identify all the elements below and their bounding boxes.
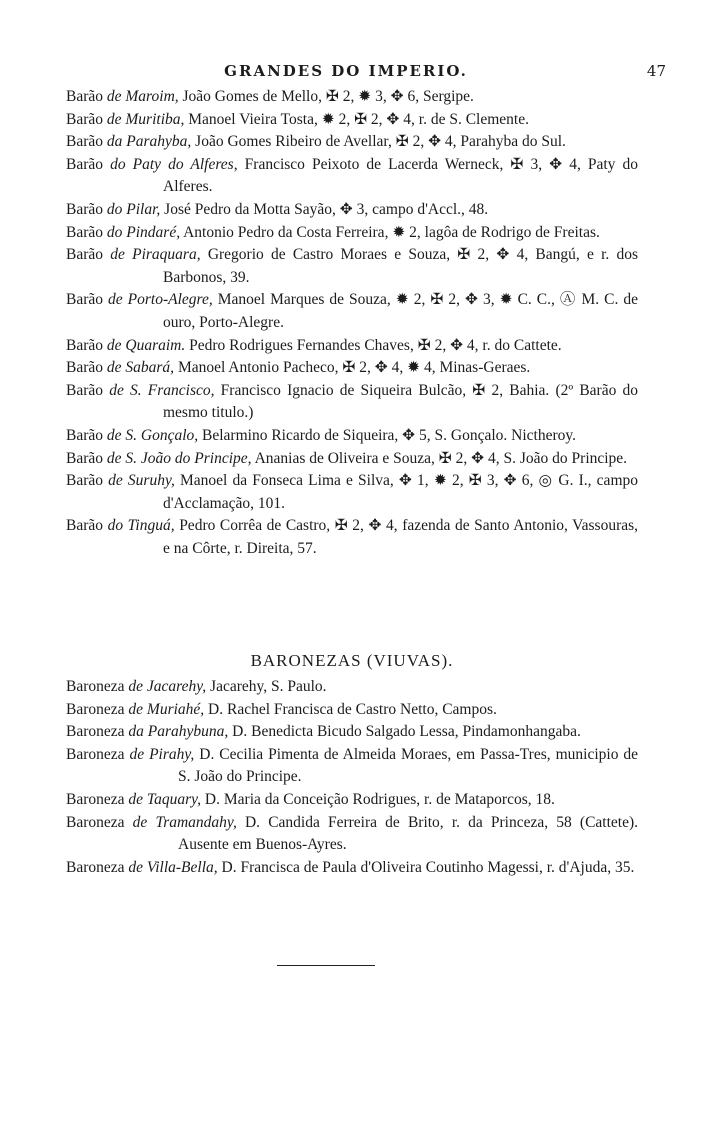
entry-text: João Gomes de Mello, ✠ 2, ✹ 3, ✥ 6, Sergipe. bbox=[182, 88, 474, 105]
entry-rank: Baroneza bbox=[66, 723, 125, 741]
entry-title: da Parahyba, bbox=[106, 133, 192, 151]
entry-text: Jacarehy, S. Paulo. bbox=[210, 678, 327, 695]
entry-rank: Baroneza bbox=[66, 745, 125, 763]
entry-entry bbox=[66, 86, 638, 109]
entry-text: Pedro Corrêa de Castro, ✠ 2, ✥ 4, fazenda de Santo Antonio, Vassouras, e na Côrte, r. Direita, 57. bbox=[163, 517, 639, 557]
entry-text: Francisco Ignacio de Siqueira Bulcão, ✠ 2, Bahia. (2º Barão do mesmo titulo.) bbox=[163, 381, 639, 422]
entry-text: Manoel da Fonseca Lima e Silva, ✥ 1, ✹ 2, ✠ 3, ✥ 6, ◎ G. I., campo d'Acclamação, 101. bbox=[163, 472, 638, 512]
widow-entry bbox=[66, 857, 638, 880]
entry-rank: Barão bbox=[66, 88, 104, 105]
widow-entry bbox=[66, 699, 638, 722]
entry-entry bbox=[66, 222, 638, 245]
entry-title: de Muriahé, bbox=[128, 700, 205, 718]
entry-rank: Baroneza bbox=[66, 700, 125, 718]
page-header bbox=[66, 62, 666, 84]
entry-text: D. Maria da Conceição Rodrigues, r. de Mataporcos, 18. bbox=[204, 790, 555, 808]
widow-entry bbox=[66, 812, 638, 857]
entry-title: de S. Gonçalo, bbox=[106, 426, 199, 444]
entry-rank: Barão bbox=[66, 381, 104, 399]
entry-text: Antonio Pedro da Costa Ferreira, ✹ 2, lagôa de Rodrigo de Freitas. bbox=[183, 223, 600, 241]
entry-title: de Taquary, bbox=[128, 790, 202, 808]
entry-entry bbox=[66, 289, 638, 334]
entry-text: D. Candida Ferreira de Brito, r. da Princeza, 58 (Cattete). Ausente em Buenos-Ayres. bbox=[178, 813, 639, 854]
entry-text: D. Benedicta Bicudo Salgado Lessa, Pindamonhangaba. bbox=[232, 723, 581, 741]
entry-entry bbox=[66, 109, 638, 132]
entry-rank: Barão bbox=[66, 133, 104, 151]
entry-title: do Pilar, bbox=[106, 200, 161, 218]
widow-entry bbox=[66, 789, 638, 812]
entry-entry bbox=[66, 448, 638, 471]
entry-title: de Tramandahy, bbox=[132, 813, 237, 831]
entry-text: João Gomes Ribeiro de Avellar, ✠ 2, ✥ 4, Parahyba do Sul. bbox=[195, 133, 566, 151]
entry-text: Manoel Vieira Tosta, ✹ 2, ✠ 2, ✥ 4, r. de S. Clemente. bbox=[188, 110, 529, 128]
entry-title: do Pindaré, bbox=[106, 223, 181, 241]
entry-text: Francisco Peixoto de Lacerda Werneck, ✠ 3, ✥ 4, Paty do Alferes. bbox=[163, 155, 638, 196]
entry-rank: Baroneza bbox=[66, 790, 125, 808]
baroness-list bbox=[66, 676, 638, 879]
entry-entry bbox=[66, 335, 638, 358]
entry-entry bbox=[66, 199, 638, 222]
entry-rank: Barão bbox=[66, 472, 104, 490]
entry-rank: Barão bbox=[66, 110, 104, 128]
entry-rank: Baroneza bbox=[66, 678, 125, 695]
entry-text: Pedro Rodrigues Fernandes Chaves, ✠ 2, ✥ 4, r. do Cattete. bbox=[189, 336, 562, 354]
entry-title: do Paty do Alferes, bbox=[110, 155, 238, 173]
entry-title: de Porto-Alegre, bbox=[108, 291, 213, 309]
entry-title: de Quaraim. bbox=[106, 336, 186, 354]
entry-title: de S. Francisco, bbox=[109, 381, 215, 399]
entry-title: de Jacarehy, bbox=[128, 678, 207, 695]
entry-text: Gregorio de Castro Moraes e Souza, ✠ 2, ✥ 4, Bangú, e r. dos Barbonos, 39. bbox=[163, 246, 639, 286]
entry-rank: Barão bbox=[66, 155, 104, 173]
entry-entry bbox=[66, 244, 638, 289]
entry-entry bbox=[66, 380, 638, 425]
entry-rank: Barão bbox=[66, 200, 104, 218]
entry-rank: Barão bbox=[66, 359, 104, 377]
section-title: BARONEZAS (VIUVAS). bbox=[250, 651, 454, 670]
entry-rank: Barão bbox=[66, 336, 104, 354]
entry-text: D. Cecilia Pimenta de Almeida Moraes, em Passa-Tres, municipio de S. João do Principe. bbox=[178, 745, 639, 786]
running-title: GRANDES DO IMPERIO. bbox=[224, 62, 468, 80]
page-number: 47 bbox=[646, 62, 666, 80]
entry-rank: Barão bbox=[66, 426, 104, 444]
entry-entry bbox=[66, 470, 638, 515]
entry-entry bbox=[66, 425, 638, 448]
entry-text: D. Francisca de Paula d'Oliveira Coutinho Magessi, r. d'Ajuda, 35. bbox=[221, 858, 635, 876]
entry-title: de S. João do Principe, bbox=[106, 449, 252, 467]
entry-title: do Tinguá, bbox=[107, 517, 175, 535]
entry-text: José Pedro da Motta Sayão, ✥ 3, campo d'Accl., 48. bbox=[164, 200, 489, 218]
entry-rank: Baroneza bbox=[66, 813, 125, 831]
entry-title: da Parahybuna, bbox=[128, 723, 229, 741]
entry-title: de Maroim, bbox=[106, 88, 179, 105]
baron-list bbox=[66, 86, 638, 560]
entry-entry bbox=[66, 154, 638, 199]
entry-rank: Barão bbox=[66, 246, 104, 264]
entry-text: D. Rachel Francisca de Castro Netto, Campos. bbox=[208, 700, 497, 718]
entry-rank: Barão bbox=[66, 223, 104, 241]
entry-title: de Sabará, bbox=[106, 359, 175, 377]
entry-rank: Barão bbox=[66, 449, 104, 467]
entry-entry bbox=[66, 131, 638, 154]
entry-text: Manoel Antonio Pacheco, ✠ 2, ✥ 4, ✹ 4, Minas-Geraes. bbox=[177, 359, 531, 377]
widow-entry bbox=[66, 744, 638, 789]
divider-rule bbox=[277, 965, 375, 966]
entry-title: de Suruhy, bbox=[108, 472, 175, 490]
entry-text: Belarmino Ricardo de Siqueira, ✥ 5, S. Gonçalo. Nictheroy. bbox=[202, 426, 577, 444]
widow-entry bbox=[66, 676, 638, 699]
widow-entry bbox=[66, 721, 638, 744]
entry-rank: Barão bbox=[66, 517, 104, 535]
entry-entry bbox=[66, 515, 638, 560]
entry-title: de Villa-Bella, bbox=[128, 858, 218, 876]
entry-rank: Baroneza bbox=[66, 858, 125, 876]
entry-title: de Pirahy, bbox=[129, 745, 195, 763]
entry-title: de Piraquara, bbox=[110, 246, 201, 264]
entry-text: Ananias de Oliveira e Souza, ✠ 2, ✥ 4, S. João do Principe. bbox=[254, 449, 628, 467]
entry-text: Manoel Marques de Souza, ✹ 2, ✠ 2, ✥ 3, ✹ C. C., Ⓐ M. C. de ouro, Porto-Alegre. bbox=[163, 291, 639, 331]
entry-rank: Barão bbox=[66, 291, 104, 309]
entry-title: de Muritiba, bbox=[106, 110, 185, 128]
entry-entry bbox=[66, 357, 638, 380]
